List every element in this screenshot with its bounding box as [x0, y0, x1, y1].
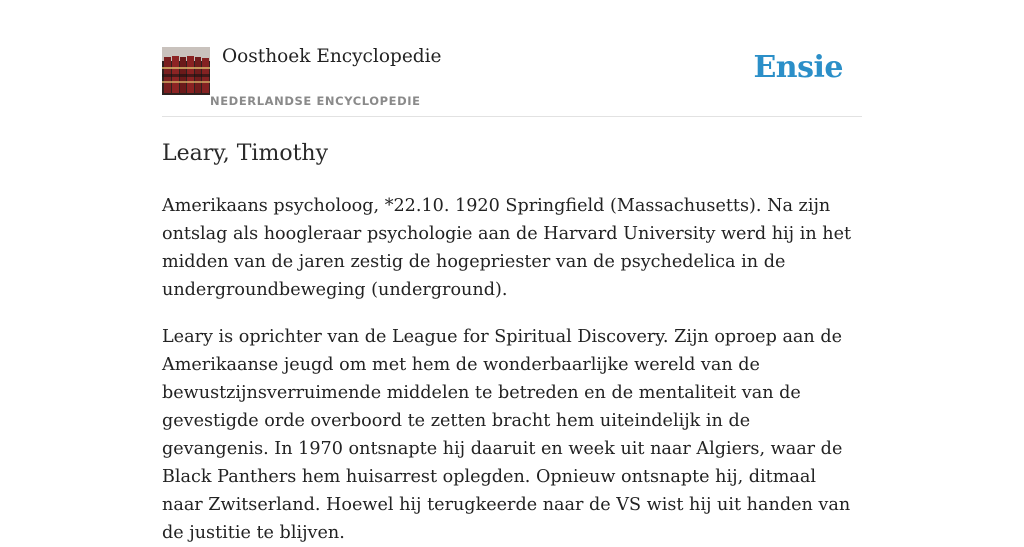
brand-logo-link[interactable]: Ensie	[753, 50, 843, 85]
article	[162, 138, 862, 547]
article-paragraph: Leary is oprichter van de League for Spiritual Discovery. Zijn oproep aan de Amerikaanse jeugd om met hem de wonderbaarlijke wereld van de bewustzijnsverruimende middelen te betreden en de mentaliteit van de gevestigde orde overboord te zetten bracht hem uiteindelijk in de gevangenis. In 1970 ontsnapte hij daaruit en week uit naar Algiers, waar de Black Panthers hem huisarrest oplegden. Opnieuw ontsnapte hij, ditmaal naar Zwitserland. Hoewel hij terugkeerde naar de VS wist hij uit handen van de justitie te blijven.	[162, 327, 851, 543]
site-header	[162, 0, 862, 117]
site-subtitle: NEDERLANDSE ENCYCLOPEDIE	[210, 94, 421, 108]
site-title[interactable]: Oosthoek Encyclopedie	[222, 46, 442, 67]
article-title: Leary, Timothy	[162, 141, 329, 166]
article-paragraph: Amerikaans psycholoog, *22.10. 1920 Springfield (Massachusetts). Na zijn ontslag als hoogleraar psychologie aan de Harvard University werd hij in het midden van de jaren zestig de hogepriester van de psychedelica in de undergroundbeweging (underground).	[162, 196, 852, 300]
encyclopedia-books-icon[interactable]	[162, 47, 210, 95]
